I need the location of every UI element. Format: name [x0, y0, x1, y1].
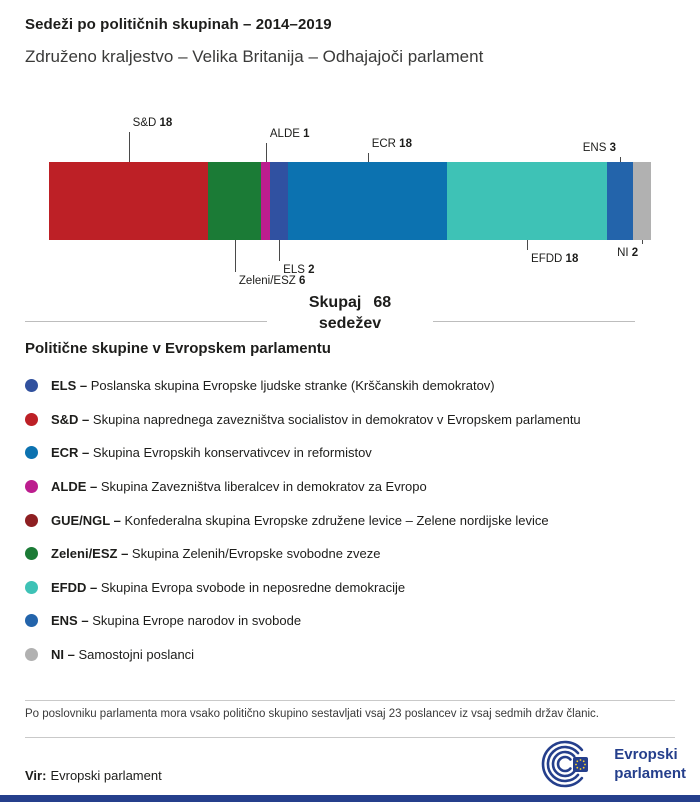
label-leader-line-ecr: [368, 153, 369, 162]
legend-item-alde: [25, 470, 675, 504]
legend-item-text: GUE/NGL – Konfederalna skupina Evropske združene levice – Zelene nordijske levice: [51, 512, 549, 528]
footnote-divider-top: [25, 700, 675, 701]
legend-item-text: ALDE – Skupina Zavezništva liberalcev in demokratov za Evropo: [51, 479, 427, 495]
legend-color-dot-ni: [25, 648, 38, 661]
bar-segment-alde: [261, 162, 270, 240]
total-seats-text: [0, 292, 700, 334]
ep-logo-line2: parlament: [614, 765, 686, 782]
segment-label-ni: NI 2: [617, 247, 639, 259]
page-subtitle: Združeno kraljestvo – Velika Britanija – Odhajajoči parlament: [25, 47, 484, 66]
legend-item-ecr: [25, 436, 675, 470]
total-unit: sedežev: [318, 315, 382, 333]
label-leader-line-zeleni-esz: [235, 240, 236, 272]
bar-segment-s-d: [49, 162, 208, 240]
segment-label-s-d: S&D 18: [132, 117, 173, 129]
legend-item-s-d: [25, 403, 675, 437]
page-title: Sedeži po političnih skupinah – 2014–2019: [25, 16, 332, 33]
legend-item-efdd: [25, 571, 675, 605]
segment-label-efdd: EFDD 18: [531, 253, 579, 265]
legend-item-text: NI – Samostojni poslanci: [51, 647, 195, 663]
label-leader-line-s-d: [129, 132, 130, 162]
source-value: Evropski parlament: [50, 768, 162, 783]
seats-stacked-bar-chart: [25, 107, 675, 297]
legend-color-dot-gue-ngl: [25, 514, 38, 527]
legend-item-els: [25, 369, 675, 403]
source-line: [25, 768, 162, 783]
legend-color-dot-efdd: [25, 581, 38, 594]
legend-item-text: S&D – Skupina naprednega zavezništva socialistov in demokratov v Evropskem parlamentu: [51, 411, 581, 427]
legend-color-dot-ecr: [25, 446, 38, 459]
bar-segment-ni: [633, 162, 651, 240]
bar-segment-efdd: [447, 162, 606, 240]
legend-color-dot-els: [25, 379, 38, 392]
label-leader-line-efdd: [527, 240, 528, 250]
total-seats-block: [0, 292, 700, 340]
ep-hemicycle-icon: [539, 740, 605, 790]
bar-segment-els: [270, 162, 288, 240]
legend: [25, 340, 675, 671]
segment-label-ens: ENS 3: [582, 142, 617, 154]
segment-label-alde: ALDE 1: [269, 128, 310, 140]
ep-logo-line1: Evropski: [614, 746, 678, 764]
legend-item-ens: [25, 604, 675, 638]
legend-list: [25, 369, 675, 671]
legend-color-dot-zeleni-esz: [25, 547, 38, 560]
label-leader-line-alde: [266, 143, 267, 162]
legend-item-text: ECR – Skupina Evropskih konservativcev in reformistov: [51, 445, 372, 461]
ep-logo-text: [614, 746, 686, 784]
ep-logo: [539, 740, 686, 790]
total-line1: [0, 292, 700, 313]
bar-segment-ecr: [288, 162, 447, 240]
footnote-divider-bottom: [25, 737, 675, 738]
label-leader-line-ni: [642, 240, 643, 244]
legend-color-dot-alde: [25, 480, 38, 493]
legend-item-text: EFDD – Skupina Evropa svobode in neposredne demokracije: [51, 579, 406, 595]
bar-segment-ens: [607, 162, 634, 240]
legend-color-dot-s-d: [25, 413, 38, 426]
label-leader-line-ens: [620, 157, 621, 162]
bar-segment-zeleni-esz: [208, 162, 261, 240]
legend-item-text: ENS – Skupina Evrope narodov in svobode: [51, 613, 302, 629]
bottom-brand-bar: [0, 795, 700, 802]
footnote: Po poslovniku parlamenta mora vsako politično skupino sestavljati vsaj 23 poslancev iz vsaj sedmih držav članic.: [25, 708, 600, 720]
legend-title: Politične skupine v Evropskem parlamentu: [25, 340, 331, 357]
legend-item-text: ELS – Poslanska skupina Evropske ljudske stranke (Krščanskih demokratov): [51, 378, 495, 394]
source-label: Vir:: [25, 768, 47, 783]
segment-label-els: ELS 2: [283, 264, 315, 276]
segment-label-ecr: ECR 18: [371, 138, 412, 150]
legend-item-ni: [25, 638, 675, 672]
legend-item-gue-ngl: [25, 503, 675, 537]
legend-item-zeleni-esz: [25, 537, 675, 571]
segment-label-zeleni-esz: Zeleni/ESZ 6: [238, 275, 306, 287]
total-label: Skupaj: [308, 294, 362, 311]
legend-item-text: Zeleni/ESZ – Skupina Zelenih/Evropske svobodne zveze: [51, 546, 381, 562]
header: [25, 16, 675, 67]
legend-color-dot-ens: [25, 614, 38, 627]
label-leader-line-els: [279, 240, 280, 261]
total-value: 68: [373, 294, 392, 311]
